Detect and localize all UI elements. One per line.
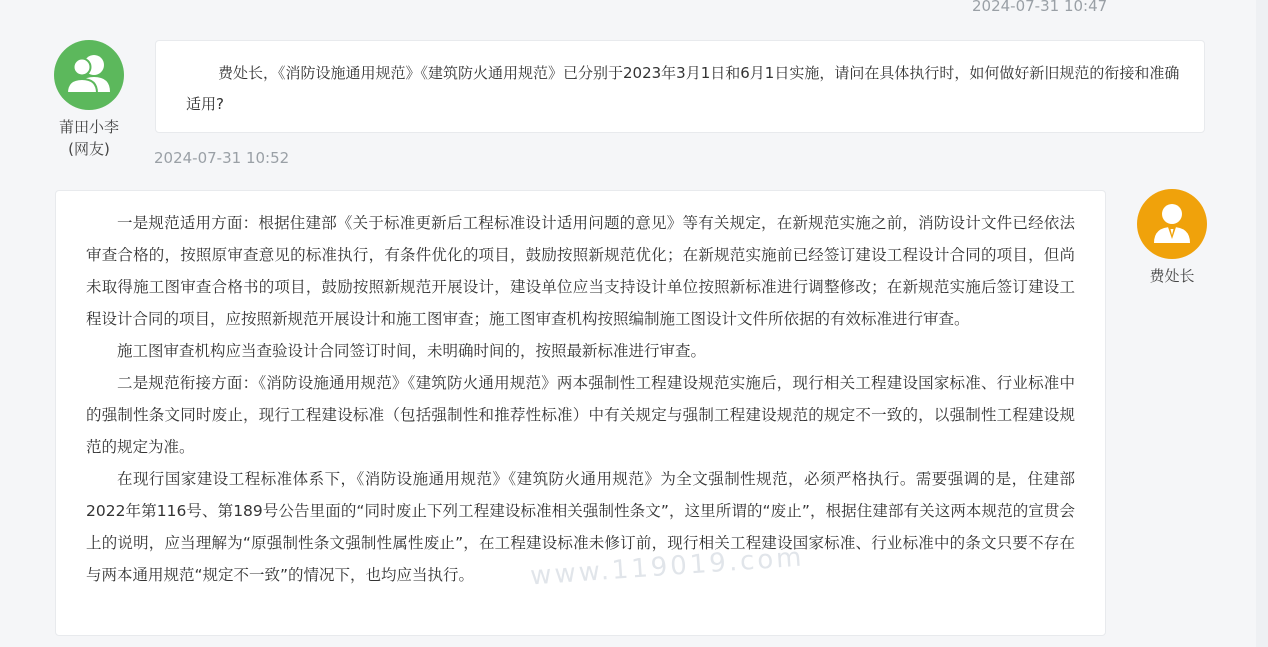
user-name: 莆田小李 <box>58 118 119 136</box>
user-role: (网友) <box>68 140 110 158</box>
answer-paragraph: 一是规范适用方面：根据住建部《关于标准更新后工程标准设计适用问题的意见》等有关规定，在新规范实施之前，消防设计文件已经依法审查合格的，按照原审查意见的标准执行，有条件优化的项目，鼓励按照新规范优化；在新规范实施前已经签订建设工程设计合同的项目，但尚未取得施工图审查合格书的项目，鼓励按照新规范开展设计，建设单位应当支持设计单位按照新标准进行调整修改；在新规范实施后签订建设工程设计合同的项目，应按照新规范开展设计和施工图审查；施工图审查机构按照编制施工图设计文件所依据的有效标准进行审查。 <box>86 214 1075 328</box>
question-text: 费处长，《消防设施通用规范》《建筑防火通用规范》已分别于2023年3月1日和6月1日实施，请问在具体执行时，如何做好新旧规范的衔接和准确适用? <box>186 64 1180 113</box>
previous-timestamp: 2024-07-31 10:47 <box>972 0 1108 15</box>
official-name: 费处长 <box>1149 267 1195 285</box>
question-author <box>40 116 138 160</box>
user-group-icon <box>54 40 124 110</box>
scrollbar[interactable] <box>1256 0 1268 647</box>
answer-paragraph: 在现行国家建设工程标准体系下，《消防设施通用规范》《建筑防火通用规范》为全文强制性规范，必须严格执行。需要强调的是，住建部2022年第116号、第189号公告里面的“同时废止下列工程建设标准相关强制性条文”，这里所谓的“废止”，根据住建部有关这两本规范的宣贯会上的说明，应当理解为“原强制性条文强制性属性废止”，在工程建设标准未修订前，现行相关工程建设国家标准、行业标准中的条文只要不存在与两本通用规范“规定不一致”的情况下，也均应当执行。 <box>86 470 1075 584</box>
user-avatar <box>54 40 124 110</box>
official-avatar <box>1137 189 1207 259</box>
question-timestamp: 2024-07-31 10:52 <box>154 149 290 167</box>
official-person-icon <box>1137 189 1207 259</box>
answer-paragraph: 二是规范衔接方面：《消防设施通用规范》《建筑防火通用规范》两本强制性工程建设规范实施后，现行相关工程建设国家标准、行业标准中的强制性条文同时废止，现行工程建设标准（包括强制性和推荐性标准）中有关规定与强制工程建设规范的规定不一致的，以强制性工程建设规范的规定为准。 <box>86 374 1075 456</box>
answer-paragraph: 施工图审查机构应当查验设计合同签订时间，未明确时间的，按照最新标准进行审查。 <box>117 342 707 360</box>
answer-bubble <box>55 190 1106 636</box>
watermark: www.119019.com <box>529 542 806 592</box>
question-bubble <box>155 40 1205 133</box>
